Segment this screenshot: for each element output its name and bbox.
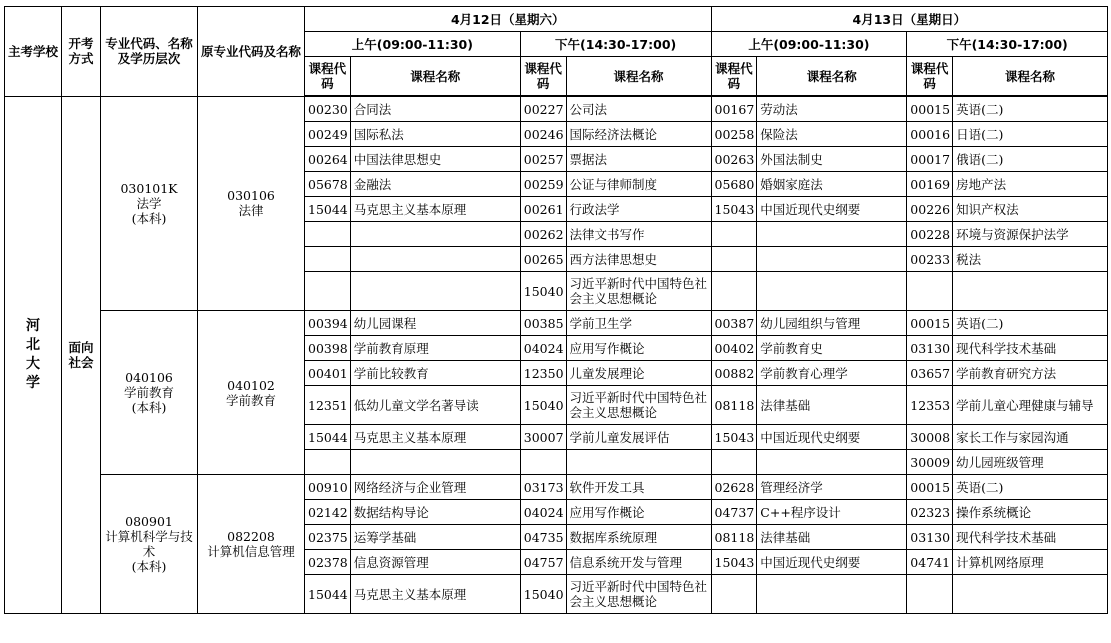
header-school: 主考学校 [5, 7, 62, 97]
course-code: 15044 [305, 425, 351, 450]
course-code: 00246 [520, 122, 566, 147]
header-day1-pm: 下午(14:30-17:00) [520, 32, 711, 57]
course-code: 00882 [711, 361, 757, 386]
course-name: 国际私法 [350, 122, 520, 147]
course-code: 00226 [907, 197, 953, 222]
major-code: 040106 [125, 370, 173, 385]
course-code: 00261 [520, 197, 566, 222]
header-day2-pm: 下午(14:30-17:00) [907, 32, 1108, 57]
course-code [305, 450, 351, 475]
header-major: 专业代码、名称及学历层次 [101, 7, 198, 97]
course-name: 英语(二) [953, 311, 1108, 336]
course-name: 学前教育研究方法 [953, 361, 1108, 386]
course-code: 15043 [711, 197, 757, 222]
course-name: 操作系统概论 [953, 500, 1108, 525]
course-name: 计算机网络原理 [953, 550, 1108, 575]
course-code: 00016 [907, 122, 953, 147]
course-code: 00398 [305, 336, 351, 361]
course-code: 02142 [305, 500, 351, 525]
course-code: 08118 [711, 525, 757, 550]
course-name: 现代科学技术基础 [953, 525, 1108, 550]
course-code: 00263 [711, 147, 757, 172]
course-code [711, 575, 757, 614]
course-name: 劳动法 [757, 96, 907, 122]
course-name: 西方法律思想史 [566, 247, 711, 272]
old-major-cell [198, 475, 305, 614]
course-name: 儿童发展理论 [566, 361, 711, 386]
course-name: 外国法制史 [757, 147, 907, 172]
course-name [566, 450, 711, 475]
course-code: 00259 [520, 172, 566, 197]
course-code: 04024 [520, 336, 566, 361]
course-code: 03130 [907, 336, 953, 361]
course-name: 幼儿园课程 [350, 311, 520, 336]
old-major-name: 计算机信息管理 [207, 544, 295, 559]
major-cell [101, 311, 198, 475]
course-code: 00015 [907, 311, 953, 336]
course-code [711, 247, 757, 272]
course-name: 学前教育原理 [350, 336, 520, 361]
course-name: 数据库系统原理 [566, 525, 711, 550]
course-name [350, 247, 520, 272]
course-name: 马克思主义基本原理 [350, 197, 520, 222]
major-name: 计算机科学与技术 [105, 529, 193, 559]
header-code: 课程代码 [520, 57, 566, 97]
course-name: 法律文书写作 [566, 222, 711, 247]
course-code: 30008 [907, 425, 953, 450]
course-code: 00167 [711, 96, 757, 122]
course-name: 习近平新时代中国特色社会主义思想概论 [566, 386, 711, 425]
course-code: 00401 [305, 361, 351, 386]
header-name: 课程名称 [350, 57, 520, 97]
course-name [350, 222, 520, 247]
course-code: 00258 [711, 122, 757, 147]
course-code: 00910 [305, 475, 351, 500]
major-level: (本科) [131, 559, 167, 574]
course-code: 02375 [305, 525, 351, 550]
course-code: 00264 [305, 147, 351, 172]
course-name: 国际经济法概论 [566, 122, 711, 147]
course-name: 低幼儿童文学名著导读 [350, 386, 520, 425]
course-code: 04735 [520, 525, 566, 550]
course-name: 软件开发工具 [566, 475, 711, 500]
course-code [305, 272, 351, 311]
course-code: 03130 [907, 525, 953, 550]
school-cell [5, 96, 62, 614]
course-name: 马克思主义基本原理 [350, 425, 520, 450]
major-code: 080901 [125, 514, 173, 529]
course-name: 信息系统开发与管理 [566, 550, 711, 575]
header-code: 课程代码 [907, 57, 953, 97]
course-code: 00015 [907, 96, 953, 122]
course-name [953, 575, 1108, 614]
course-name: 环境与资源保护法学 [953, 222, 1108, 247]
course-code: 12350 [520, 361, 566, 386]
course-name: 英语(二) [953, 475, 1108, 500]
course-name: 学前卫生学 [566, 311, 711, 336]
course-code: 04757 [520, 550, 566, 575]
course-code [305, 247, 351, 272]
course-name [350, 272, 520, 311]
course-code: 00230 [305, 96, 351, 122]
course-name: 数据结构导论 [350, 500, 520, 525]
course-code: 00265 [520, 247, 566, 272]
old-major-code: 030106 [227, 188, 275, 204]
course-name: 学前教育心理学 [757, 361, 907, 386]
old-major-code: 082208 [227, 529, 275, 544]
course-code: 04024 [520, 500, 566, 525]
course-code: 04737 [711, 500, 757, 525]
course-code: 00228 [907, 222, 953, 247]
exam-schedule-table [4, 6, 1108, 614]
course-name [757, 222, 907, 247]
header-day2-am: 上午(09:00-11:30) [711, 32, 907, 57]
course-name [757, 450, 907, 475]
course-name: 房地产法 [953, 172, 1108, 197]
course-name: 学前儿童发展评估 [566, 425, 711, 450]
major-cell [101, 475, 198, 614]
table-row [5, 311, 1108, 336]
course-code [711, 222, 757, 247]
course-code: 15040 [520, 575, 566, 614]
course-name: 英语(二) [953, 96, 1108, 122]
course-name: 中国近现代史纲要 [757, 550, 907, 575]
course-name: 幼儿园组织与管理 [757, 311, 907, 336]
table-row [5, 96, 1108, 122]
course-name: 法律基础 [757, 525, 907, 550]
course-name [757, 272, 907, 311]
major-level: (本科) [131, 210, 167, 226]
course-name: 习近平新时代中国特色社会主义思想概论 [566, 272, 711, 311]
major-level: (本科) [131, 400, 167, 415]
header-name: 课程名称 [757, 57, 907, 97]
course-name: 保险法 [757, 122, 907, 147]
course-name: 网络经济与企业管理 [350, 475, 520, 500]
course-code: 15044 [305, 575, 351, 614]
header-code: 课程代码 [305, 57, 351, 97]
course-code: 00015 [907, 475, 953, 500]
course-code: 03173 [520, 475, 566, 500]
course-code: 03657 [907, 361, 953, 386]
course-name: 票据法 [566, 147, 711, 172]
course-name: 信息资源管理 [350, 550, 520, 575]
school-name: 河北大学 [26, 317, 40, 391]
old-major-cell [198, 311, 305, 475]
course-name: 合同法 [350, 96, 520, 122]
course-code: 15040 [520, 272, 566, 311]
course-code [305, 222, 351, 247]
major-name: 学前教育 [123, 385, 174, 400]
course-name [350, 450, 520, 475]
course-code: 30009 [907, 450, 953, 475]
course-code: 12353 [907, 386, 953, 425]
course-name: 婚姻家庭法 [757, 172, 907, 197]
course-code: 00262 [520, 222, 566, 247]
course-name [757, 247, 907, 272]
course-code: 12351 [305, 386, 351, 425]
exam-mode-cell: 面向社会 [62, 96, 101, 614]
course-code: 00387 [711, 311, 757, 336]
course-name: 知识产权法 [953, 197, 1108, 222]
header-day1-am: 上午(09:00-11:30) [305, 32, 521, 57]
course-code: 02378 [305, 550, 351, 575]
course-name: 马克思主义基本原理 [350, 575, 520, 614]
course-code: 05680 [711, 172, 757, 197]
course-name: 法律基础 [757, 386, 907, 425]
course-code: 04741 [907, 550, 953, 575]
header-name: 课程名称 [953, 57, 1108, 97]
course-name: 家长工作与家园沟通 [953, 425, 1108, 450]
course-name: 金融法 [350, 172, 520, 197]
course-code [711, 450, 757, 475]
course-code: 05678 [305, 172, 351, 197]
course-code: 00385 [520, 311, 566, 336]
course-name: 俄语(二) [953, 147, 1108, 172]
course-name: 运筹学基础 [350, 525, 520, 550]
course-code: 00169 [907, 172, 953, 197]
course-name: 管理经济学 [757, 475, 907, 500]
table-row [5, 475, 1108, 500]
course-name: 学前儿童心理健康与辅导 [953, 386, 1108, 425]
course-code: 00227 [520, 96, 566, 122]
old-major-name: 法律 [238, 203, 264, 219]
course-code [907, 575, 953, 614]
course-name: 学前教育史 [757, 336, 907, 361]
course-name: 公司法 [566, 96, 711, 122]
course-name: 公证与律师制度 [566, 172, 711, 197]
major-code: 030101K [120, 180, 178, 196]
course-code: 02323 [907, 500, 953, 525]
course-code: 15044 [305, 197, 351, 222]
course-code: 00249 [305, 122, 351, 147]
course-name: 幼儿园班级管理 [953, 450, 1108, 475]
course-name: 中国近现代史纲要 [757, 425, 907, 450]
course-code: 00394 [305, 311, 351, 336]
course-name: C++程序设计 [757, 500, 907, 525]
course-name: 中国近现代史纲要 [757, 197, 907, 222]
header-day-2: 4月13日（星期日） [711, 7, 1108, 32]
course-name: 中国法律思想史 [350, 147, 520, 172]
course-code: 15043 [711, 425, 757, 450]
course-code: 02628 [711, 475, 757, 500]
old-major-code: 040102 [227, 377, 275, 393]
course-name: 税法 [953, 247, 1108, 272]
course-code: 30007 [520, 425, 566, 450]
course-code: 15040 [520, 386, 566, 425]
major-cell [101, 96, 198, 311]
course-code: 00017 [907, 147, 953, 172]
course-name: 应用写作概论 [566, 336, 711, 361]
header-old-major: 原专业代码及名称 [198, 7, 305, 97]
course-code [711, 272, 757, 311]
header-day-1: 4月12日（星期六） [305, 7, 712, 32]
course-code: 15043 [711, 550, 757, 575]
header-mode: 开考方式 [62, 7, 101, 97]
course-name: 学前比较教育 [350, 361, 520, 386]
course-name [953, 272, 1108, 311]
course-name: 习近平新时代中国特色社会主义思想概论 [566, 575, 711, 614]
course-name: 现代科学技术基础 [953, 336, 1108, 361]
header-code: 课程代码 [711, 57, 757, 97]
course-name: 日语(二) [953, 122, 1108, 147]
header-name: 课程名称 [566, 57, 711, 97]
course-code [520, 450, 566, 475]
course-name: 应用写作概论 [566, 500, 711, 525]
course-code: 00233 [907, 247, 953, 272]
course-name: 行政法学 [566, 197, 711, 222]
course-code: 00402 [711, 336, 757, 361]
course-code: 00257 [520, 147, 566, 172]
course-name [757, 575, 907, 614]
course-code [907, 272, 953, 311]
old-major-name: 学前教育 [225, 392, 276, 408]
course-code: 08118 [711, 386, 757, 425]
major-name: 法学 [136, 195, 162, 211]
old-major-cell [198, 96, 305, 311]
